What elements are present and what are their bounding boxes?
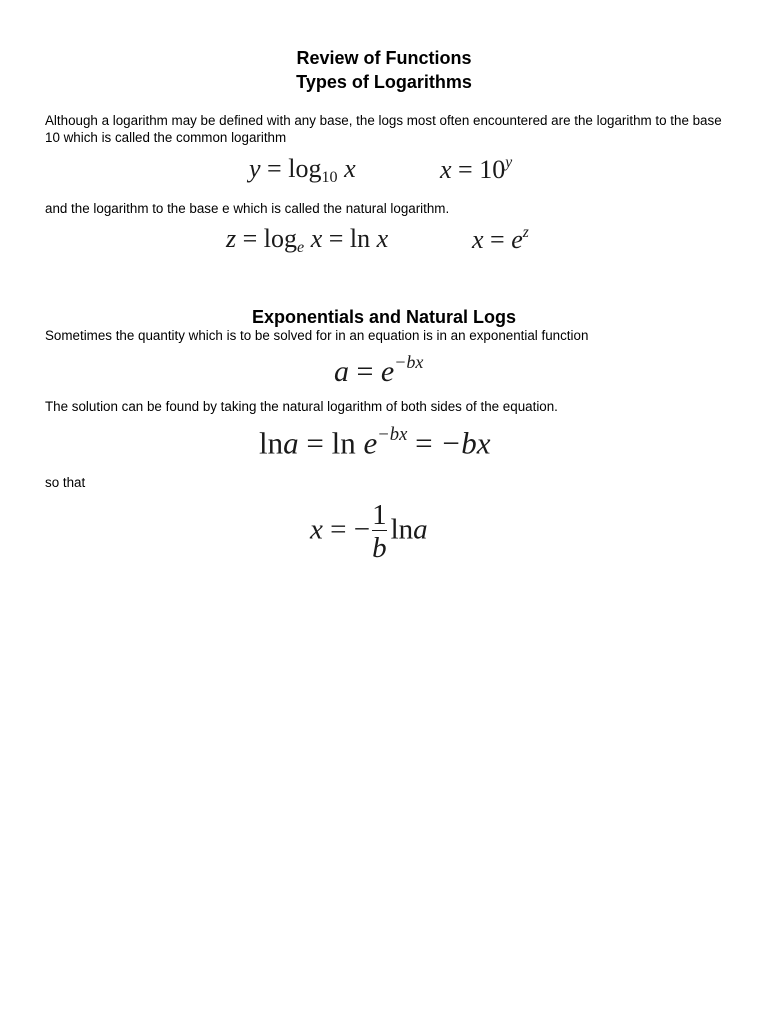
- eq-operator: =: [349, 354, 381, 388]
- eq-operator: =: [260, 154, 289, 183]
- equation-common-exp: [440, 154, 512, 185]
- eq-function: log: [263, 224, 298, 253]
- eq-number: 10: [479, 155, 506, 185]
- eq-operator: =: [483, 225, 512, 255]
- eq-superscript: z: [522, 224, 529, 241]
- intro-paragraph: Although a logarithm may be defined with any base, the logs most often encountered are the logarithm to the base 10 which is called the common logarithm: [45, 113, 722, 145]
- eq-function: ln: [349, 224, 371, 253]
- eq-operator: =: [236, 224, 264, 253]
- eq-operator: =: [322, 224, 350, 253]
- equation-solution: [310, 500, 428, 564]
- eq-symbol: x: [440, 155, 452, 185]
- natural-log-paragraph: and the logarithm to the base e which is called the natural logarithm.: [45, 201, 450, 216]
- eq-expression: −bx: [440, 425, 491, 461]
- eq-operator: = −: [322, 513, 371, 546]
- equation-log-both-sides: [259, 424, 491, 461]
- equation-natural-exp: [472, 224, 529, 255]
- equation-natural-log: [226, 224, 388, 257]
- eq-function: ln: [259, 425, 284, 461]
- eq-symbol: z: [226, 224, 237, 253]
- section2-paragraph: Sometimes the quantity which is to be solved for in an equation is in an exponential function: [45, 328, 589, 343]
- fraction: [372, 500, 387, 564]
- eq-symbol: a: [413, 513, 428, 546]
- equation-common-log: [249, 154, 356, 187]
- eq-symbol: x: [310, 224, 323, 253]
- eq-function: log: [288, 154, 322, 183]
- eq-symbol: x: [310, 513, 323, 546]
- title-line-2: Types of Logarithms: [296, 72, 472, 92]
- eq-symbol: e: [380, 354, 395, 388]
- eq-symbol: e: [363, 425, 378, 461]
- eq-function: ln: [390, 513, 414, 546]
- eq-symbol: x: [376, 224, 389, 253]
- eq-operator: =: [298, 425, 332, 461]
- fraction-denominator: b: [372, 532, 387, 565]
- eq-symbol: a: [283, 425, 299, 461]
- eq-superscript: y: [505, 154, 513, 171]
- eq-superscript: −bx: [377, 424, 408, 445]
- solution-paragraph: The solution can be found by taking the natural logarithm of both sides of the equation.: [45, 399, 558, 414]
- eq-operator: =: [407, 425, 441, 461]
- so-that-text: so that: [45, 475, 86, 490]
- fraction-numerator: 1: [372, 499, 387, 531]
- equation-exponential: [334, 352, 423, 389]
- eq-symbol: x: [472, 225, 484, 255]
- section-heading-exponentials: Exponentials and Natural Logs: [251, 307, 517, 327]
- title-line-1: Review of Functions: [296, 48, 472, 68]
- eq-operator: =: [451, 155, 480, 185]
- eq-superscript: −bx: [394, 352, 424, 372]
- eq-symbol: e: [511, 225, 523, 255]
- eq-function: ln: [331, 425, 356, 461]
- eq-subscript: e: [297, 239, 305, 257]
- eq-symbol: y: [249, 154, 261, 183]
- eq-subscript: 10: [321, 169, 338, 187]
- eq-symbol: x: [344, 154, 356, 183]
- eq-symbol: a: [334, 354, 349, 388]
